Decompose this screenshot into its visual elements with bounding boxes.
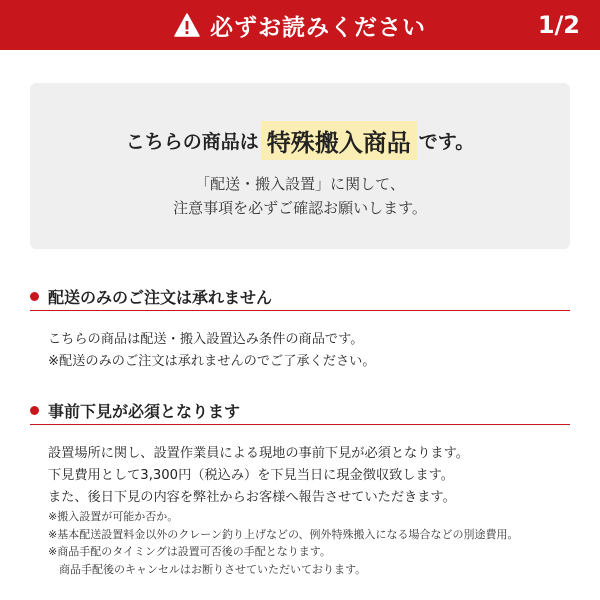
notice-line: 注意事項を必ずご確認お願いします。: [173, 199, 427, 217]
bullet-icon: [30, 292, 39, 301]
body-line: 設置場所に関し、設置作業員による現地の事前下見が必須となります。: [48, 446, 469, 461]
notice-headline-after: です。: [418, 131, 475, 153]
section-title: 事前下見が必須となります: [48, 401, 241, 421]
note-line: ※商品手配のタイミングは設置可否後の手配となります。: [48, 545, 331, 558]
notice-box: [30, 83, 570, 249]
section-title: 配送のみのご注文は承れません: [48, 287, 273, 307]
note-line: ※基本配送設置料金以外のクレーン釣り上げなどの、例外特殊搬入になる場合などの別途費用。: [48, 527, 519, 541]
note-line: ※搬入設置が可能か否か。: [48, 510, 179, 523]
header-title-group: [0, 0, 600, 50]
body-line: こちらの商品は配送・搬入設置込み条件の商品です。: [48, 332, 364, 347]
notice-headline-before: こちらの商品は: [125, 131, 259, 153]
warning-icon: [174, 13, 200, 37]
notice-line: 「配送・搬入設置」に関して、: [195, 175, 405, 193]
body-line: ※配送のみのご注文は承れませんのでご了承ください。: [48, 354, 376, 369]
header-bar: [0, 0, 600, 50]
body-line: 下見費用として3,300円（税込み）を下見当日に現金徴収致します。: [48, 468, 454, 483]
section-body: [48, 329, 578, 373]
section-heading: [30, 396, 570, 425]
bullet-icon: [30, 406, 39, 415]
section-body: [48, 443, 578, 509]
note-line: 商品手配後のキャンセルはお断りさせていただいております。: [48, 562, 367, 576]
section-notes: [48, 508, 578, 578]
header-title: 必ずお読みください: [210, 14, 426, 41]
page-indicator: 1/2: [537, 11, 580, 39]
notice-headline: [30, 121, 570, 160]
notice-highlight: 特殊搬入商品: [261, 121, 417, 160]
section-heading: [30, 282, 570, 311]
body-line: また、後日下見の内容を弊社からお客様へ報告させていただきます。: [48, 490, 456, 505]
